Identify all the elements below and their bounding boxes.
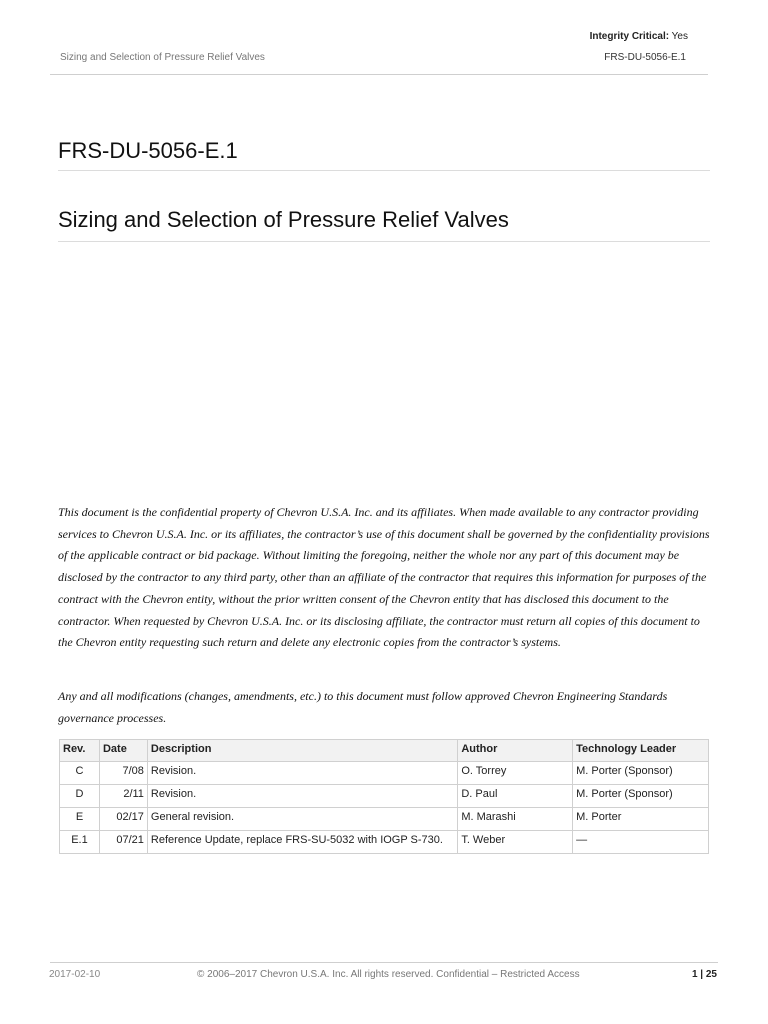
page-number <box>692 969 717 980</box>
cell-rev: C <box>60 762 100 785</box>
cell-technology-leader: M. Porter <box>573 808 709 831</box>
confidentiality-notice <box>58 502 710 654</box>
table-row <box>60 762 709 785</box>
cell-rev: E <box>60 808 100 831</box>
table-row <box>60 785 709 808</box>
cell-technology-leader: M. Porter (Sponsor) <box>573 785 709 808</box>
cell-author: T. Weber <box>458 831 573 854</box>
footer-copyright: © 2006–2017 Chevron U.S.A. Inc. All rights reserved. Confidential – Restricted Access <box>197 969 580 980</box>
cell-rev: E.1 <box>60 831 100 854</box>
header-doc-code: FRS-DU-5056-E.1 <box>604 52 686 63</box>
cell-description: Revision. <box>147 785 457 808</box>
cell-technology-leader: M. Porter (Sponsor) <box>573 762 709 785</box>
col-header-technology-leader: Technology Leader <box>573 740 709 762</box>
title-divider <box>58 241 710 242</box>
governance-notice <box>58 686 710 729</box>
cell-rev: D <box>60 785 100 808</box>
cell-author: D. Paul <box>458 785 573 808</box>
col-header-author: Author <box>458 740 573 762</box>
cell-date: 2/11 <box>99 785 147 808</box>
cell-description: Reference Update, replace FRS-SU-5032 with IOGP S-730. <box>147 831 457 854</box>
header-divider <box>50 74 708 75</box>
cell-description: Revision. <box>147 762 457 785</box>
col-header-description: Description <box>147 740 457 762</box>
integrity-critical <box>590 31 688 42</box>
heading-divider <box>58 170 710 171</box>
cell-date: 07/21 <box>99 831 147 854</box>
document-title-heading: Sizing and Selection of Pressure Relief Valves <box>58 207 509 232</box>
cell-date: 02/17 <box>99 808 147 831</box>
governance-paragraph: Any and all modifications (changes, amendments, etc.) to this document must follow approved Chevron Engineering Standards governance processes. <box>58 689 668 725</box>
footer-date: 2017-02-10 <box>49 969 101 980</box>
integrity-label: Integrity Critical: <box>589 31 670 42</box>
revision-table <box>59 739 709 854</box>
col-header-rev: Rev. <box>60 740 100 762</box>
cell-author: O. Torrey <box>458 762 573 785</box>
cell-date: 7/08 <box>99 762 147 785</box>
page-separator: | <box>697 969 706 980</box>
integrity-value: Yes <box>671 31 688 42</box>
col-header-date: Date <box>99 740 147 762</box>
confidentiality-paragraph: This document is the confidential property of Chevron U.S.A. Inc. and its affiliates. When made available to any contractor providing services to Chevron U.S.A. Inc. or its affiliates, the contractor’s use of this document shall be governed by the confidentiality provisions of the applicable contract or bid package. Without limiting the foregoing, neither the whole nor any part of this document may be disclosed by the contractor to any third party, other than an affiliate of the contractor that requires this information for purposes of the contract with the Chevron entity, without the prior written consent of the Chevron entity that has disclosed this document to the contractor. When requested by Chevron U.S.A. Inc. or its disclosing affiliate, the contractor must return all copies of this document to the Chevron entity requesting such return and delete any electronic copies from the contractor’s systems. <box>58 505 710 650</box>
header-doc-title: Sizing and Selection of Pressure Relief Valves <box>60 52 265 63</box>
table-row <box>60 831 709 854</box>
footer-divider <box>50 962 718 963</box>
page-total: 25 <box>705 969 717 980</box>
cell-description: General revision. <box>147 808 457 831</box>
cell-technology-leader: — <box>573 831 709 854</box>
table-row <box>60 808 709 831</box>
page-current: 1 <box>691 969 698 980</box>
cell-author: M. Marashi <box>458 808 573 831</box>
revision-table-header-row <box>60 740 709 762</box>
document-code-heading: FRS-DU-5056-E.1 <box>58 138 238 163</box>
